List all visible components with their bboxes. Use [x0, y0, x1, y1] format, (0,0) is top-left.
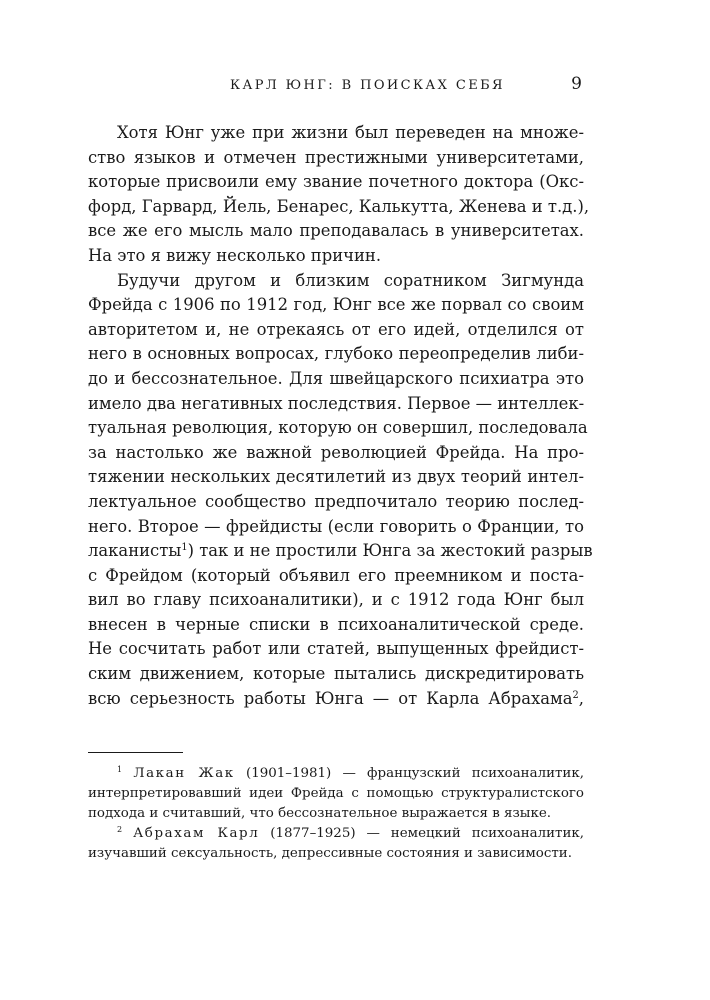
text-line: авторитетом и, не отрекаясь от его идей, отделился от [88, 319, 584, 339]
text-line: него. Второе — фрейдисты (если говорить о Франции, то [88, 516, 584, 536]
text-fragment: лаканисты [88, 541, 182, 561]
running-title: КАРЛ ЮНГ: В ПОИСКАХ СЕБЯ [230, 78, 505, 93]
page-number: 9 [571, 74, 582, 94]
text-line: На это я вижу несколько причин. [88, 245, 382, 265]
text-line: тяжении нескольких десятилетий из двух теорий интел- [88, 467, 584, 487]
text-line: Фрейда с 1906 по 1912 год, Юнг все же порвал со своим [88, 295, 584, 315]
text-line: с Фрейдом (который объявил его преемником и поста- [88, 565, 584, 585]
running-header [130, 74, 582, 98]
text-line: до и бессознательное. Для швейцарского психиатра это [88, 368, 584, 388]
text-line [88, 539, 593, 564]
text-fragment: всю серьезность работы Юнга — от Карла Абрахама [88, 688, 573, 708]
footnote-author-name: Абрахам Карл [133, 826, 260, 841]
text-line: все же его мысль мало преподавалась в университетах. [88, 221, 584, 241]
text-line: ство языков и отмечен престижными университетами, [88, 147, 584, 167]
text-line: которые присвоили ему звание почетного доктора (Окс- [88, 172, 584, 192]
footnote-1 [88, 764, 584, 824]
footnote-line [88, 824, 584, 844]
text-fragment: ) так и не простили Юнга за жестокий разрыв [187, 541, 593, 561]
text-line: за настолько же важной революцией Фрейда. На про- [88, 442, 584, 462]
text-line: форд, Гарвард, Йель, Бенарес, Калькутта, Женева и т.д.), [88, 196, 590, 216]
footnote-number: 2 [117, 825, 123, 835]
text-line: Не сосчитать работ или статей, выпущенных фрейдист- [88, 639, 584, 659]
footnote-2 [88, 824, 584, 864]
footnote-line [88, 764, 584, 784]
footnote-ref-2[interactable]: 2 [572, 689, 579, 701]
footnote-line: подхода и считавший, что бессознательное выражается в языке. [88, 806, 552, 821]
paragraph-2 [88, 269, 593, 712]
footnote-separator [88, 752, 183, 753]
main-text [88, 121, 593, 711]
text-line [88, 687, 584, 712]
paragraph-1 [88, 121, 590, 269]
footnote-text: (1877–1925) — немецкий психоаналитик, [270, 826, 584, 841]
text-line: внесен в черные списки в психоаналитической среде. [88, 614, 584, 634]
footnote-author-name: Лакан Жак [133, 766, 235, 781]
footnote-text: (1901–1981) — французский психоаналитик, [245, 766, 584, 781]
text-fragment: , [578, 688, 584, 708]
text-line: туальная революция, которую он совершил, последовала [88, 418, 588, 438]
text-line: Будучи другом и близким соратником Зигмунда [117, 270, 584, 290]
text-line: Хотя Юнг уже при жизни был переведен на множе- [117, 123, 584, 142]
footnote-line: интерпретировавший идеи Фрейда с помощью структуралистского [88, 786, 584, 801]
text-line: него в основных вопросах, глубоко переопределив либи- [88, 344, 584, 364]
text-line: вил во главу психоаналитики), и с 1912 года Юнг был [88, 590, 584, 610]
footnote-ref-1[interactable]: 1 [181, 542, 188, 554]
footnote-number: 1 [117, 765, 123, 775]
footnotes [88, 764, 584, 864]
text-line: лектуальное сообщество предпочитало теорию послед- [88, 491, 584, 511]
footnote-line: изучавший сексуальность, депрессивные состояния и зависимости. [88, 846, 572, 861]
text-line: ским движением, которые пытались дискредитировать [88, 664, 584, 684]
text-line: имело два негативных последствия. Первое — интеллек- [88, 393, 585, 413]
